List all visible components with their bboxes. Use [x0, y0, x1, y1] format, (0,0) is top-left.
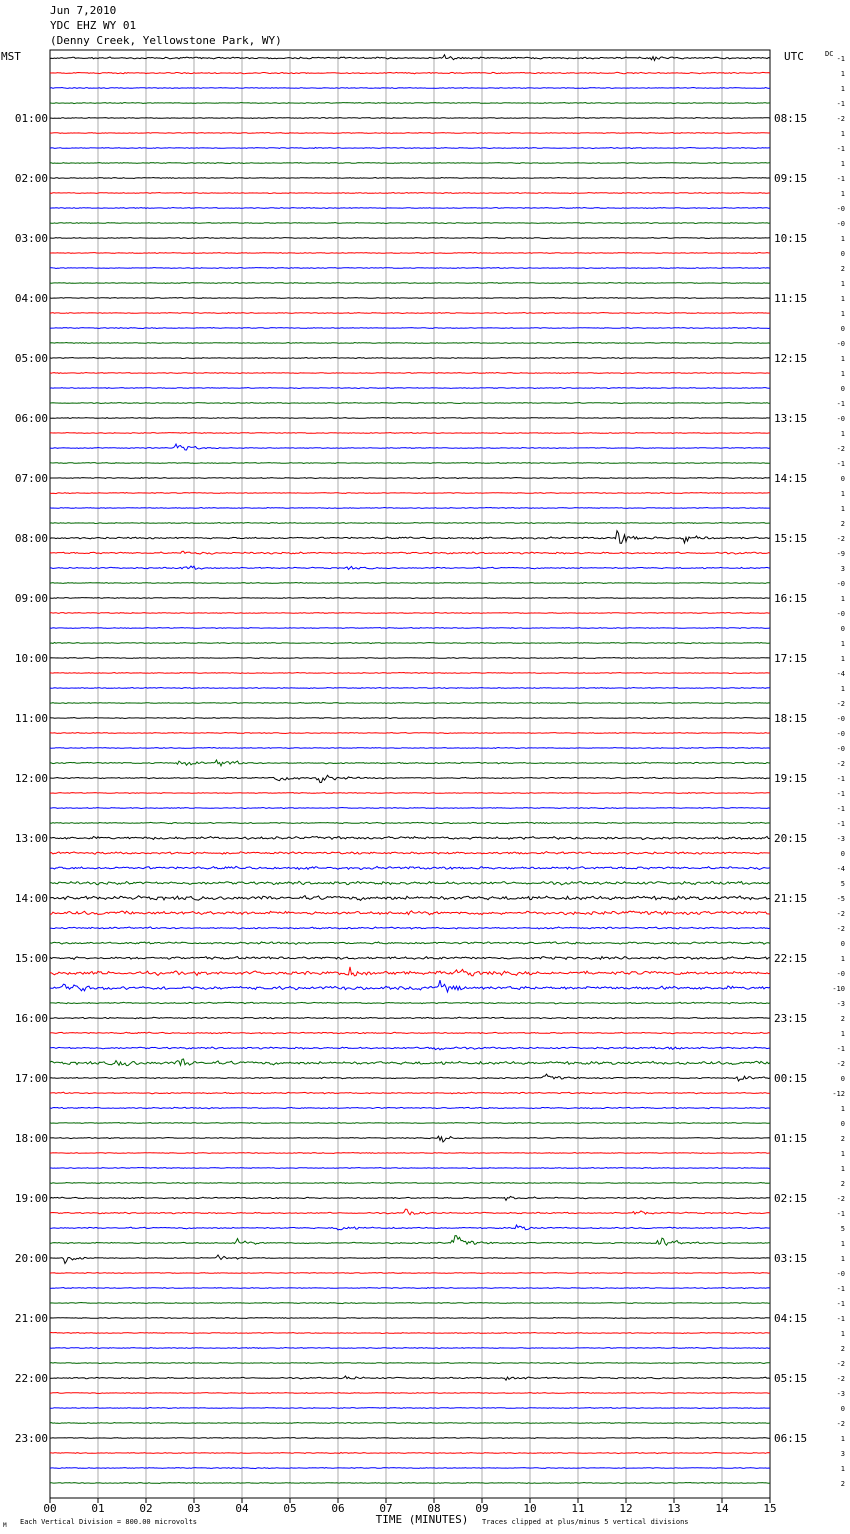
dc-offset-label: 0 — [840, 625, 845, 633]
dc-offset-label: -1 — [836, 400, 845, 408]
utc-axis-label: UTC — [784, 50, 804, 63]
seismic-trace — [50, 223, 770, 224]
dc-offset-label: 2 — [840, 1135, 845, 1143]
dc-offset-label: -1 — [836, 790, 845, 798]
dc-offset-label: 1 — [840, 1330, 845, 1338]
seismic-trace — [50, 418, 770, 419]
seismic-trace — [50, 911, 770, 915]
seismic-trace — [50, 1423, 770, 1424]
mst-hour-label: 08:00 — [14, 532, 48, 545]
mst-hour-label: 20:00 — [14, 1252, 48, 1265]
dc-offset-label: 0 — [840, 475, 845, 483]
seismic-trace — [50, 775, 770, 782]
seismic-trace — [50, 103, 770, 104]
dc-offset-label: 1 — [840, 295, 845, 303]
seismic-trace — [50, 703, 770, 704]
mst-hour-label: 14:00 — [14, 892, 48, 905]
seismic-trace — [50, 444, 770, 450]
seismic-trace — [50, 1348, 770, 1349]
seismic-trace — [50, 980, 770, 992]
utc-hour-label: 10:15 — [774, 232, 808, 245]
utc-hour-label: 21:15 — [774, 892, 808, 905]
utc-hour-label: 13:15 — [774, 412, 808, 425]
seismic-trace — [50, 643, 770, 644]
mst-hour-label: 23:00 — [14, 1432, 48, 1445]
mst-hour-label: 21:00 — [14, 1312, 48, 1325]
seismic-trace — [50, 760, 770, 766]
seismic-trace — [50, 1288, 770, 1289]
seismic-trace — [50, 531, 770, 544]
scale-note: Each Vertical Division = 800.00 microvolts — [20, 1518, 198, 1526]
dc-offset-label: -0 — [836, 970, 845, 978]
utc-hour-label: 14:15 — [774, 472, 808, 485]
utc-hour-label: 17:15 — [774, 652, 808, 665]
dc-offset-label: 1 — [840, 1165, 845, 1173]
dc-offset-label: -10 — [832, 985, 845, 993]
seismic-trace — [50, 358, 770, 359]
seismic-trace — [50, 967, 770, 976]
dc-offset-label: 1 — [840, 70, 845, 78]
dc-offset-label: 2 — [840, 1015, 845, 1023]
seismic-trace — [50, 1107, 770, 1109]
utc-hour-label: 02:15 — [774, 1192, 808, 1205]
dc-offset-label: 1 — [840, 685, 845, 693]
dc-offset-label: -0 — [836, 715, 845, 723]
seismic-trace — [50, 268, 770, 269]
seismic-trace — [50, 1255, 770, 1264]
dc-offset-label: -1 — [836, 1045, 845, 1053]
dc-offset-label: 1 — [840, 310, 845, 318]
dc-offset-label: -12 — [832, 1090, 845, 1098]
seismic-trace — [50, 1333, 770, 1334]
utc-hour-label: 19:15 — [774, 772, 808, 785]
mst-hour-label: 06:00 — [14, 412, 48, 425]
dc-offset-label: 0 — [840, 325, 845, 333]
x-tick-label: 01 — [91, 1502, 105, 1515]
dc-offset-label: 5 — [840, 1225, 845, 1233]
dc-offset-label: 1 — [840, 280, 845, 288]
seismic-trace — [50, 688, 770, 689]
seismic-trace — [50, 942, 770, 945]
seismic-trace — [50, 88, 770, 89]
seismic-trace — [50, 1047, 770, 1050]
seismic-trace — [50, 1209, 770, 1215]
seismic-trace — [50, 1318, 770, 1319]
seismic-trace — [50, 493, 770, 494]
dc-offset-label: 2 — [840, 520, 845, 528]
dc-offset-label: -3 — [836, 835, 845, 843]
dc-offset-label: 2 — [840, 1345, 845, 1353]
seismic-trace — [50, 523, 770, 524]
dc-offset-label: -1 — [836, 55, 845, 63]
seismic-trace — [50, 1393, 770, 1394]
dc-offset-label: -0 — [836, 730, 845, 738]
utc-hour-label: 15:15 — [774, 532, 808, 545]
dc-offset-label: 1 — [840, 1150, 845, 1158]
dc-offset-label: -2 — [836, 910, 845, 918]
dc-offset-label: -1 — [836, 1210, 845, 1218]
dc-offset-label: -0 — [836, 205, 845, 213]
seismic-trace — [50, 836, 770, 839]
dc-offset-label: 0 — [840, 1120, 845, 1128]
dc-offset-label: 1 — [840, 430, 845, 438]
dc-offset-label: -1 — [836, 1285, 845, 1293]
seismic-trace — [50, 808, 770, 809]
dc-offset-label: -1 — [836, 1300, 845, 1308]
seismic-trace — [50, 508, 770, 509]
seismic-trace — [50, 1273, 770, 1274]
utc-hour-label: 23:15 — [774, 1012, 808, 1025]
seismic-trace — [50, 1032, 770, 1034]
seismic-trace — [50, 1236, 770, 1246]
dc-offset-label: -1 — [836, 100, 845, 108]
seismic-trace — [50, 748, 770, 749]
dc-offset-label: -4 — [836, 865, 845, 873]
dc-offset-label: 2 — [840, 265, 845, 273]
seismic-trace — [50, 433, 770, 434]
utc-hour-label: 18:15 — [774, 712, 808, 725]
dc-offset-label: 0 — [840, 1075, 845, 1083]
seismic-trace — [50, 566, 770, 569]
seismic-trace — [50, 1225, 770, 1230]
dc-label: DC — [825, 50, 834, 58]
dc-offset-label: -1 — [836, 175, 845, 183]
dc-offset-label: 1 — [840, 130, 845, 138]
dc-offset-label: -2 — [836, 115, 845, 123]
dc-offset-label: 1 — [840, 1030, 845, 1038]
seismic-trace — [50, 118, 770, 119]
dc-offset-label: 1 — [840, 370, 845, 378]
x-tick-label: 06 — [331, 1502, 345, 1515]
x-tick-label: 08 — [427, 1502, 441, 1515]
seismic-trace — [50, 283, 770, 284]
seismic-trace — [50, 583, 770, 584]
mst-hour-label: 03:00 — [14, 232, 48, 245]
seismic-trace — [50, 1483, 770, 1484]
x-tick-label: 15 — [763, 1502, 777, 1515]
seismic-trace — [50, 673, 770, 674]
seismic-trace — [50, 598, 770, 599]
dc-offset-label: 1 — [840, 655, 845, 663]
seismic-trace — [50, 238, 770, 239]
x-tick-label: 00 — [43, 1502, 57, 1515]
dc-offset-label: 1 — [840, 1465, 845, 1473]
x-tick-label: 14 — [715, 1502, 729, 1515]
seismic-trace — [50, 55, 770, 61]
utc-hour-label: 06:15 — [774, 1432, 808, 1445]
mst-axis-label: MST — [1, 50, 21, 63]
mst-hour-label: 09:00 — [14, 592, 48, 605]
seismic-trace — [50, 896, 770, 901]
seismic-trace — [50, 1136, 770, 1142]
x-tick-label: 13 — [667, 1502, 681, 1515]
seismic-trace — [50, 628, 770, 629]
seismic-trace — [50, 1453, 770, 1454]
dc-offset-label: -1 — [836, 805, 845, 813]
seismic-trace — [50, 1468, 770, 1469]
mst-hour-label: 22:00 — [14, 1372, 48, 1385]
seismic-trace — [50, 866, 770, 869]
utc-hour-label: 09:15 — [774, 172, 808, 185]
seismic-trace — [50, 1438, 770, 1439]
utc-hour-label: 01:15 — [774, 1132, 808, 1145]
seismic-trace — [50, 1168, 770, 1169]
seismic-trace — [50, 253, 770, 254]
dc-offset-label: 1 — [840, 505, 845, 513]
x-tick-label: 09 — [475, 1502, 489, 1515]
dc-offset-label: 1 — [840, 355, 845, 363]
seismic-trace — [50, 298, 770, 299]
dc-offset-label: -5 — [836, 895, 845, 903]
seismic-trace — [50, 208, 770, 209]
x-tick-label: 12 — [619, 1502, 633, 1515]
dc-offset-label: -1 — [836, 775, 845, 783]
dc-offset-label: -0 — [836, 220, 845, 228]
mst-hour-label: 07:00 — [14, 472, 48, 485]
dc-offset-label: -2 — [836, 535, 845, 543]
seismic-trace — [50, 733, 770, 734]
dc-offset-label: -2 — [836, 1420, 845, 1428]
dc-offset-label: 3 — [840, 565, 845, 573]
seismic-trace — [50, 1153, 770, 1154]
dc-offset-label: -3 — [836, 1390, 845, 1398]
dc-offset-label: -2 — [836, 445, 845, 453]
dc-offset-label: 1 — [840, 235, 845, 243]
utc-hour-label: 08:15 — [774, 112, 808, 125]
dc-offset-label: -0 — [836, 415, 845, 423]
seismic-trace — [50, 328, 770, 329]
seismic-trace — [50, 1183, 770, 1184]
x-tick-label: 04 — [235, 1502, 249, 1515]
dc-offset-label: -0 — [836, 1270, 845, 1278]
seismic-trace — [50, 403, 770, 404]
dc-offset-label: -9 — [836, 550, 845, 558]
mst-hour-label: 05:00 — [14, 352, 48, 365]
dc-offset-label: -2 — [836, 700, 845, 708]
dc-offset-label: 2 — [840, 1180, 845, 1188]
dc-offset-label: 0 — [840, 385, 845, 393]
mst-hour-label: 16:00 — [14, 1012, 48, 1025]
plot-frame — [50, 50, 770, 1498]
seismic-trace — [50, 1074, 770, 1081]
seismic-trace — [50, 343, 770, 344]
mst-hour-label: 18:00 — [14, 1132, 48, 1145]
dc-offset-label: 1 — [840, 1240, 845, 1248]
dc-offset-label: 1 — [840, 1255, 845, 1263]
utc-hour-label: 16:15 — [774, 592, 808, 605]
seismic-trace — [50, 852, 770, 855]
seismic-trace — [50, 1376, 770, 1380]
dc-offset-label: -2 — [836, 1375, 845, 1383]
seismic-trace — [50, 388, 770, 389]
dc-offset-label: 0 — [840, 940, 845, 948]
dc-offset-label: 1 — [840, 490, 845, 498]
seismic-trace — [50, 1002, 770, 1004]
utc-hour-label: 04:15 — [774, 1312, 808, 1325]
mst-hour-label: 11:00 — [14, 712, 48, 725]
dc-offset-label: -1 — [836, 1315, 845, 1323]
seismic-trace — [50, 613, 770, 614]
dc-offset-label: -2 — [836, 1360, 845, 1368]
seismic-trace — [50, 463, 770, 464]
dc-offset-label: -0 — [836, 610, 845, 618]
seismic-trace — [50, 178, 770, 179]
utc-hour-label: 12:15 — [774, 352, 808, 365]
utc-hour-label: 03:15 — [774, 1252, 808, 1265]
utc-hour-label: 11:15 — [774, 292, 808, 305]
dc-offset-label: 1 — [840, 1435, 845, 1443]
dc-offset-label: 1 — [840, 85, 845, 93]
dc-offset-label: -3 — [836, 1000, 845, 1008]
x-tick-label: 02 — [139, 1502, 153, 1515]
dc-offset-label: -2 — [836, 925, 845, 933]
seismic-trace — [50, 793, 770, 794]
mst-hour-label: 15:00 — [14, 952, 48, 965]
dc-offset-label: 0 — [840, 850, 845, 858]
seismic-trace — [50, 718, 770, 719]
dc-offset-label: 1 — [840, 1105, 845, 1113]
date-title: Jun 7,2010 — [50, 4, 117, 17]
dc-offset-label: -0 — [836, 580, 845, 588]
mst-hour-label: 10:00 — [14, 652, 48, 665]
dc-offset-label: 0 — [840, 250, 845, 258]
seismic-trace — [50, 163, 770, 164]
dc-offset-label: 0 — [840, 1405, 845, 1413]
seismic-trace — [50, 373, 770, 374]
seismic-trace — [50, 133, 770, 134]
utc-hour-label: 20:15 — [774, 832, 808, 845]
seismic-trace — [50, 1059, 770, 1066]
utc-hour-label: 00:15 — [774, 1072, 808, 1085]
mst-hour-label: 19:00 — [14, 1192, 48, 1205]
dc-offset-label: 1 — [840, 955, 845, 963]
seismic-trace — [50, 1017, 770, 1019]
seismic-trace — [50, 927, 770, 929]
seismic-trace — [50, 193, 770, 194]
mst-hour-label: 02:00 — [14, 172, 48, 185]
dc-offset-label: -2 — [836, 1195, 845, 1203]
seismic-trace — [50, 658, 770, 659]
seismic-trace — [50, 551, 770, 554]
seismic-trace — [50, 148, 770, 149]
seismic-trace — [50, 72, 770, 74]
dc-offset-label: -0 — [836, 340, 845, 348]
dc-offset-label: 1 — [840, 595, 845, 603]
x-tick-label: 11 — [571, 1502, 585, 1515]
seismic-trace — [50, 881, 770, 885]
dc-offset-label: 1 — [840, 160, 845, 168]
seismic-trace — [50, 1408, 770, 1409]
x-tick-label: 03 — [187, 1502, 201, 1515]
seismic-trace — [50, 1303, 770, 1304]
dc-offset-label: 5 — [840, 880, 845, 888]
dc-offset-label: 1 — [840, 640, 845, 648]
corner-mark: M — [3, 1522, 7, 1529]
x-axis-label: TIME (MINUTES) — [375, 1513, 469, 1526]
seismic-trace — [50, 1196, 770, 1200]
utc-hour-label: 22:15 — [774, 952, 808, 965]
station-title: YDC EHZ WY 01 — [50, 19, 137, 32]
dc-offset-label: 2 — [840, 1480, 845, 1488]
dc-offset-label: 1 — [840, 190, 845, 198]
location-title: (Denny Creek, Yellowstone Park, WY) — [50, 34, 282, 47]
mst-hour-label: 04:00 — [14, 292, 48, 305]
utc-hour-label: 05:15 — [774, 1372, 808, 1385]
dc-offset-label: 3 — [840, 1450, 845, 1458]
dc-offset-label: -1 — [836, 145, 845, 153]
dc-offset-label: -0 — [836, 745, 845, 753]
x-tick-label: 07 — [379, 1502, 393, 1515]
dc-offset-label: -4 — [836, 670, 845, 678]
seismic-trace — [50, 822, 770, 824]
dc-offset-label: -2 — [836, 1060, 845, 1068]
dc-offset-label: -2 — [836, 760, 845, 768]
mst-hour-label: 12:00 — [14, 772, 48, 785]
seismic-trace — [50, 478, 770, 479]
x-tick-label: 05 — [283, 1502, 297, 1515]
mst-hour-label: 17:00 — [14, 1072, 48, 1085]
seismic-trace — [50, 313, 770, 314]
seismic-trace — [50, 1123, 770, 1124]
mst-hour-label: 01:00 — [14, 112, 48, 125]
seismic-trace — [50, 1092, 770, 1094]
seismic-trace — [50, 1363, 770, 1364]
dc-offset-label: -1 — [836, 820, 845, 828]
seismic-trace — [50, 957, 770, 960]
x-tick-label: 10 — [523, 1502, 537, 1515]
mst-hour-label: 13:00 — [14, 832, 48, 845]
clip-note: Traces clipped at plus/minus 5 vertical divisions — [482, 1518, 689, 1526]
dc-offset-label: -1 — [836, 460, 845, 468]
